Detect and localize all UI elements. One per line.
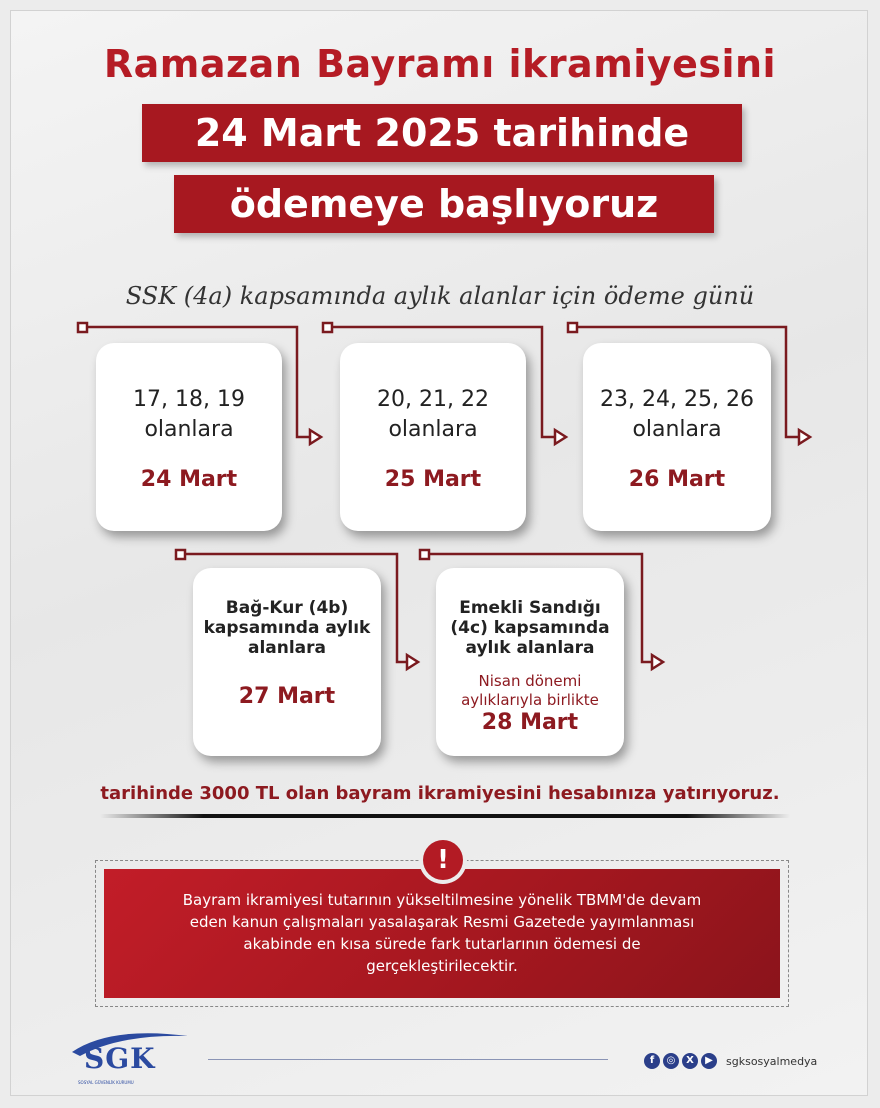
- footer-divider: [208, 1059, 608, 1060]
- card-days: 20, 21, 22 olanlara: [377, 387, 489, 442]
- youtube-icon[interactable]: ▶: [701, 1053, 717, 1069]
- alert-box: Bayram ikramiyesi tutarının yükseltilmesine yönelik TBMM'de devam eden kanun çalışmaları yasalaşarak Resmi Gazetede yayımlanması akabinde en kısa sürede fark tutarlarının ödemesi de gerçekleştirilecektir.: [104, 869, 780, 998]
- schedule-card-25-mart: [340, 343, 526, 531]
- sgk-logo: [70, 1030, 190, 1085]
- logo-text: SGK: [84, 1042, 156, 1075]
- card-date: 28 Mart: [481, 710, 579, 735]
- social-handle[interactable]: sgksosyalmedya: [726, 1054, 818, 1068]
- instagram-icon[interactable]: ◎: [663, 1053, 679, 1069]
- subtitle: SSK (4a) kapsamında aylık alanlar için ödeme günü: [125, 282, 755, 310]
- schedule-card-emekli-sandigi: [436, 568, 624, 756]
- exclamation-icon: !: [423, 840, 463, 880]
- card-description: Emekli Sandığı (4c) kapsamında aylık alanlara: [450, 598, 610, 658]
- title-banner-payment: ödemeye başlıyoruz: [174, 175, 714, 233]
- card-date: 26 Mart: [628, 467, 726, 492]
- logo-subtext: SOSYAL GÜVENLİK KURUMU: [78, 1080, 134, 1085]
- schedule-card-bagkur: [193, 568, 381, 756]
- divider: [100, 814, 790, 818]
- facebook-icon[interactable]: f: [644, 1053, 660, 1069]
- card-date: 24 Mart: [140, 467, 238, 492]
- title-banner-date: 24 Mart 2025 tarihinde: [142, 104, 742, 162]
- card-days: 17, 18, 19 olanlara: [133, 387, 245, 442]
- card-description: Bağ-Kur (4b) kapsamında aylık alanlara: [203, 598, 371, 658]
- title-line-1: Ramazan Bayramı ikramiyesini: [103, 42, 777, 86]
- payment-statement: tarihinde 3000 TL olan bayram ikramiyesini hesabınıza yatırıyoruz.: [100, 783, 780, 804]
- card-date: 27 Mart: [238, 684, 336, 709]
- card-date: 25 Mart: [384, 467, 482, 492]
- schedule-card-24-mart: [96, 343, 282, 531]
- card-note: Nisan dönemi aylıklarıyla birlikte: [461, 672, 599, 709]
- schedule-card-26-mart: [583, 343, 771, 531]
- social-links: [644, 1052, 817, 1070]
- x-icon[interactable]: X: [682, 1053, 698, 1069]
- card-days: 23, 24, 25, 26 olanlara: [600, 387, 754, 442]
